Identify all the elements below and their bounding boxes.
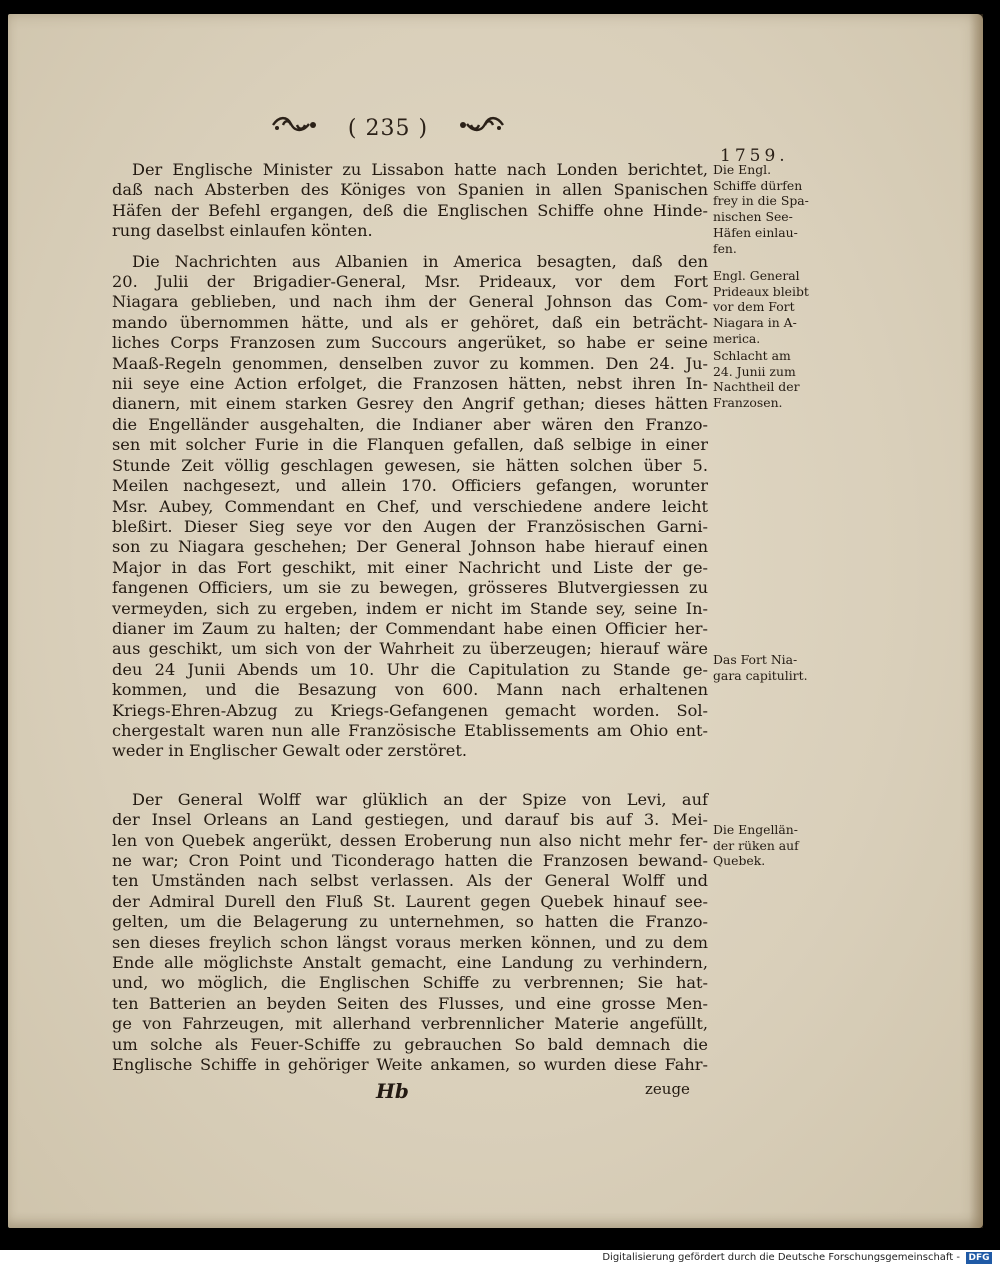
margin-note-line: Das Fort Nia-	[713, 652, 798, 667]
text-line: vermeyden, sich zu ergeben, indem er nicht im Stande sey, seine In-	[112, 598, 708, 618]
text-line: kommen, und die Besazung von 600. Mann nach erhaltenen	[112, 680, 708, 700]
margin-note	[713, 822, 819, 869]
margin-note-line: Niagara in A-	[713, 315, 797, 331]
text-line: der Insel Orleans an Land gestiegen, und darauf bis auf 3. Mei-	[112, 810, 708, 830]
text-line: Stunde Zeit völlig geschlagen gewesen, sie hätten solchen über 5.	[112, 455, 708, 475]
text-line: dianer im Zaum zu halten; der Commendant habe einen Officier her-	[112, 618, 708, 638]
text-line: liches Corps Franzosen zum Succours angerüket, so habe er seine	[112, 333, 708, 353]
margin-note-line: Häfen einlau-	[713, 224, 798, 240]
margin-note-line: nischen See-	[713, 209, 793, 225]
margin-note-line: Die Engl.	[713, 162, 772, 177]
text-line: ge von Fahrzeugen, mit allerhand verbrennlicher Materie angefüllt,	[112, 1014, 708, 1034]
margin-note-line: Prideaux bleibt	[713, 283, 809, 299]
margin-note-line: vor dem Fort	[713, 299, 795, 315]
text-line: Meilen nachgesezt, und allein 170. Officiers gefangen, worunter	[112, 476, 708, 496]
text-line: rung daselbst einlaufen könten.	[112, 221, 373, 241]
text-line: sen mit solcher Furie in die Flanquen gefallen, daß selbige in einer	[112, 435, 708, 455]
text-line: Kriegs-Ehren-Abzug zu Kriegs-Gefangenen gemacht worden. Sol-	[112, 700, 708, 720]
text-line: len von Quebek angerükt, dessen Eroberung nun also nicht mehr fer-	[112, 830, 708, 850]
page-number: ( 235 )	[347, 115, 429, 141]
text-line: gelten, um die Belagerung zu unternehmen, so hatten die Franzo-	[112, 912, 708, 932]
margin-note-line: Quebek.	[713, 853, 766, 869]
text-line: Häfen der Befehl ergangen, deß die Englischen Schiffe ohne Hinde-	[112, 200, 708, 220]
margin-note	[713, 348, 819, 411]
main-text	[112, 160, 708, 1075]
text-line: aus geschikt, um sich von der Wahrheit zu überzeugen; hierauf wäre	[112, 639, 708, 659]
text-line: nii seye eine Action erfolget, die Franzosen hätten, nebst ihren In-	[112, 374, 708, 394]
text-line: Der Englische Minister zu Lissabon hatte nach Londen berichtet,	[132, 160, 708, 179]
text-line: Der General Wolff war glüklich an der Spize von Levi, auf	[132, 789, 708, 809]
text-line: ten Batterien an beyden Seiten des Flusses, und eine grosse Men-	[112, 993, 708, 1013]
text-line: bleßirt. Dieser Sieg seye vor den Augen der Französischen Garni-	[112, 516, 708, 536]
text-line: Major in das Fort geschikt, mit einer Nachricht und Liste der ge-	[112, 557, 708, 577]
page-edge-shadow	[969, 14, 983, 1228]
catchword: zeuge	[645, 1080, 690, 1098]
paragraph	[112, 790, 708, 1076]
margin-note	[713, 652, 819, 683]
paragraph	[112, 252, 708, 762]
signature-mark: Hb	[376, 1079, 409, 1103]
text-line: die Engelländer ausgehalten, die Indianer aber wären den Franzo-	[112, 414, 708, 434]
text-line: ne war; Cron Point und Ticonderago hatten die Franzosen bewand-	[112, 851, 708, 870]
ornament-left-icon	[271, 114, 319, 142]
text-line: dianern, mit einem starken Gesrey den Angrif gethan; dieses hätten	[112, 394, 708, 414]
text-line: sen dieses freylich schon längst voraus merken können, und zu dem	[112, 932, 708, 952]
text-line: Ende alle möglichste Anstalt gemacht, eine Landung zu verhindern,	[112, 953, 708, 973]
margin-note-line: Franzosen.	[713, 395, 783, 411]
year-marker: 1759.	[720, 146, 789, 166]
margin-note-line: fen.	[713, 240, 737, 256]
margin-note-line: gara capitulirt.	[713, 667, 808, 683]
margin-note	[713, 268, 819, 347]
margin-note-line: 24. Junii zum	[713, 363, 796, 379]
text-line: chergestalt waren nun alle Französische Etablissements am Ohio ent-	[112, 720, 708, 740]
text-line: daß nach Absterben des Königes von Spanien in allen Spanischen	[112, 180, 708, 200]
text-line: weder in Englischer Gewalt oder zerstöret.	[112, 741, 468, 761]
text-line: der Admiral Durell den Fluß St. Laurent gegen Quebek hinauf see-	[112, 891, 708, 911]
text-line: ten Umständen nach selbst verlassen. Als der General Wolff und	[112, 871, 708, 891]
text-line: fangenen Officiers, um sie zu bewegen, grösseres Blutvergiessen zu	[112, 578, 708, 598]
credit-bar	[0, 1250, 1000, 1267]
text-line: son zu Niagara geschehen; Der General Johnson habe hierauf einen	[112, 537, 708, 557]
text-line: Maaß-Regeln genommen, denselben zuvor zu kommen. Den 24. Ju-	[112, 353, 708, 373]
margin-note	[713, 162, 819, 256]
text-line: Niagara geblieben, und nach ihm der General Johnson das Com-	[112, 292, 708, 312]
text-line: Englische Schiffe in gehöriger Weite ankamen, so wurden diese Fahr-	[112, 1055, 708, 1075]
text-line: mando übernommen hätte, und als er gehöret, daß ein beträcht-	[112, 312, 708, 332]
text-line: 20. Julii der Brigadier-General, Msr. Prideaux, vor dem Fort	[112, 272, 708, 292]
margin-note-line: der rüken auf	[713, 837, 799, 853]
margin-note-line: Engl. General	[713, 268, 800, 283]
credit-text: Digitalisierung gefördert durch die Deutsche Forschungsgemeinschaft -	[602, 1252, 960, 1263]
margin-note-line: Die Engellän-	[713, 822, 798, 837]
margin-note-line: Schlacht am	[713, 348, 791, 363]
text-line: Die Nachrichten aus Albanien in America besagten, daß den	[132, 251, 708, 271]
margin-note-line: frey in die Spa-	[713, 193, 809, 209]
text-line: Msr. Aubey, Commendant en Chef, und verschiedene andere leicht	[112, 496, 708, 516]
dfg-logo[interactable]: DFG	[966, 1252, 992, 1264]
paragraph	[112, 160, 708, 242]
margin-note-line: merica.	[713, 330, 761, 346]
text-line: deu 24 Junii Abends um 10. Uhr die Capitulation zu Stande ge-	[112, 659, 708, 679]
text-line: und, wo möglich, die Englischen Schiffe zu verbrennen; Sie hat-	[112, 973, 708, 993]
margin-note-line: Schiffe dürfen	[713, 177, 803, 193]
ornament-right-icon	[457, 114, 505, 142]
page-header	[8, 114, 768, 158]
margin-note-line: Nachtheil der	[713, 379, 800, 395]
book-page	[8, 14, 983, 1228]
text-line: um solche als Feuer-Schiffe zu gebrauchen So bald demnach die	[112, 1034, 708, 1054]
